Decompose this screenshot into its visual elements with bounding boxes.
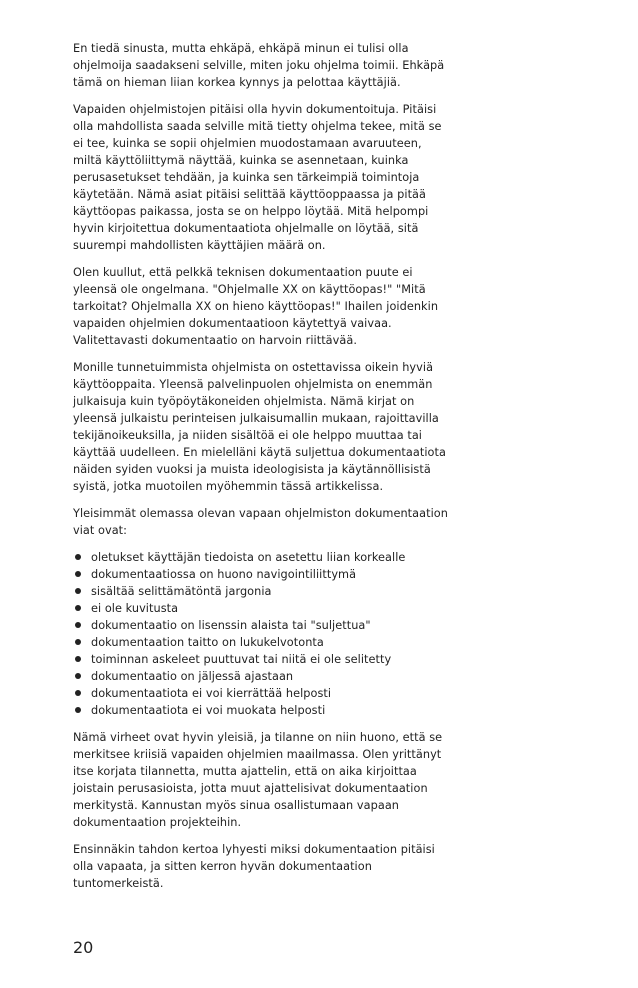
list-item [91, 566, 448, 583]
page-number: 20 [73, 938, 94, 957]
list-item [91, 702, 448, 719]
bullet-icon [75, 656, 81, 662]
bullet-icon [75, 707, 81, 713]
list-item-text: sisältää selittämätöntä jargonia [91, 585, 272, 598]
list-item-text: dokumentaatio on lisenssin alaista tai "suljettua" [91, 619, 371, 632]
list-item-text: dokumentaatiossa on huono navigointiliittymä [91, 568, 357, 581]
list-item-text: dokumentaatiota ei voi muokata helposti [91, 704, 326, 717]
list-item [91, 617, 448, 634]
list-item [91, 600, 448, 617]
paragraph-list-intro: Yleisimmät olemassa olevan vapaan ohjelmiston dokumentaation viat ovat: [73, 507, 448, 537]
list-item [91, 634, 448, 651]
bullet-icon [75, 622, 81, 628]
list-item-text: ei ole kuvitusta [91, 602, 179, 615]
paragraph-technical-documentation: Olen kuullut, että pelkkä teknisen dokumentaation puute ei yleensä ole ongelmana. "Ohjelmalle XX on käyttöopas!" "Mitä tarkoitat? Ohjelmalla XX on hieno käyttöopas!" Ihailen joidenkin vapaiden ohjelmien dokumentaatioon käytettyä vaivaa. Valitettavasti dokumentaatio on harvoin riittävää. [73, 266, 439, 347]
documentation-flaws-list [73, 549, 448, 719]
list-item-text: oletukset käyttäjän tiedoista on asetettu liian korkealle [91, 551, 406, 564]
paragraph-documentation-need: Vapaiden ohjelmistojen pitäisi olla hyvin dokumentoituja. Pitäisi olla mahdollista saada selville mitä tietty ohjelma tekee, mitä se ei tee, kuinka se sopii ohjelmien muodostamaan avaruuteen, miltä käyttöliittymä näyttää, kuinka se asennetaan, kuinka perusasetukset tehdään, ja kuinka sen tärkeimpiä toimintoja käytetään. Nämä asiat pitäisi selittää käyttöoppaassa ja pitää käyttöopas paikassa, josta se on helppo löytää. Mitä helpompi hyvin kirjoitettua dokumentaatiota ohjelmalle on löytää, sitä suurempi mahdollisten käyttäjien määrä on. [73, 103, 442, 252]
bullet-icon [75, 571, 81, 577]
bullet-icon [75, 554, 81, 560]
list-item-text: toiminnan askeleet puuttuvat tai niitä ei ole selitetty [91, 653, 392, 666]
paragraph-commercial-manuals: Monille tunnetuimmista ohjelmista on ostettavissa oikein hyviä käyttöoppaita. Yleensä palvelinpuolen ohjelmista on enemmän julkaisuja kuin työpöytäkoneiden ohjelmista. Nämä kirjat on yleensä julkaistu perinteisen julkaisumallin mukaan, rajoittavilla tekijänoikeuksilla, ja niiden sisältöä ei ole helppo muuttaa tai käyttää uudelleen. En mielelläni käytä suljettua dokumentaatiota näiden syiden vuoksi ja muista ideologisista ja käytännöllisistä syistä, jotka muotoilen myöhemmin tässä artikkelissa. [73, 361, 446, 493]
list-item [91, 583, 448, 600]
list-item [91, 549, 448, 566]
list-item-text: dokumentaatiota ei voi kierrättää helposti [91, 687, 332, 700]
bullet-icon [75, 690, 81, 696]
list-item [91, 685, 448, 702]
list-item [91, 668, 448, 685]
list-item-text: dokumentaatio on jäljessä ajastaan [91, 670, 294, 683]
bullet-icon [75, 605, 81, 611]
paragraph-intro: En tiedä sinusta, mutta ehkäpä, ehkäpä minun ei tulisi olla ohjelmoija saadakseni selville, miten joku ohjelma toimii. Ehkäpä tämä on hieman liian korkea kynnys ja pelottaa käyttäjiä. [73, 42, 445, 89]
paragraph-crisis: Nämä virheet ovat hyvin yleisiä, ja tilanne on niin huono, että se merkitsee kriisiä vapaiden ohjelmien maailmassa. Olen yrittänyt itse korjata tilannetta, mutta ajattelin, että on aika kirjoittaa joistain perusasioista, jotta muut ajattelisivat dokumentaation merkitystä. Kannustan myös sinua osallistumaan vapaan dokumentaation projekteihin. [73, 731, 443, 829]
list-item [91, 651, 448, 668]
bullet-icon [75, 588, 81, 594]
bullet-icon [75, 639, 81, 645]
bullet-icon [75, 673, 81, 679]
document-body [73, 40, 448, 902]
list-item-text: dokumentaation taitto on lukukelvotonta [91, 636, 324, 649]
paragraph-conclusion: Ensinnäkin tahdon kertoa lyhyesti miksi dokumentaation pitäisi olla vapaata, ja sitten kerron hyvän dokumentaation tuntomerkeistä. [73, 843, 435, 890]
